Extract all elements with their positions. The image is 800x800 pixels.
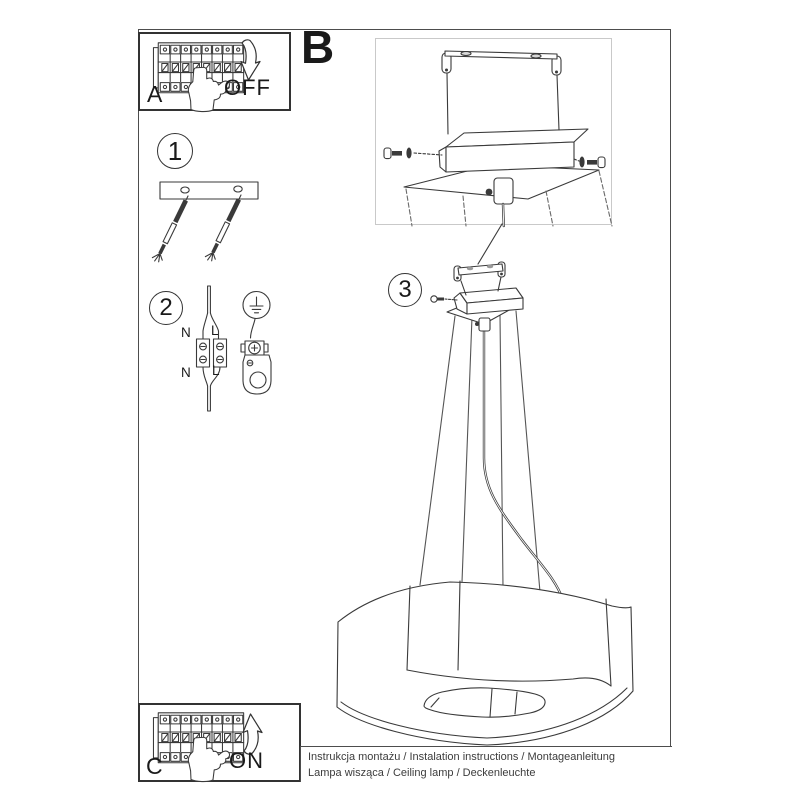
suspension-cables [420,311,540,592]
supply-wire [208,286,211,313]
wire-label-n-bottom: N [181,365,191,380]
hanger-wires [447,73,559,134]
section-b-label: B [301,21,335,73]
on-label: ON [229,748,264,773]
step-1-number: 1 [167,135,183,166]
ceiling-cord [478,224,502,264]
side-screw-right [574,157,605,168]
ceiling-mount-drawing [376,39,613,226]
footer-subtitle: Lampa wisząca / Ceiling lamp / Deckenleuchte [308,767,536,779]
bracket-and-screws-drawing [152,176,284,268]
screw-anchor-left [152,194,193,264]
wire-label-n-top: N [181,325,191,340]
lamp-shade [337,581,633,745]
ground-terminal-drawing [241,341,271,394]
mounting-bracket [160,182,258,199]
wire-label-l-bottom: L [212,363,220,378]
panel-a-label: A [147,81,163,107]
panel-c-label: C [146,753,163,779]
terminal-block-drawing [178,283,290,418]
step-2-number: 2 [159,294,173,321]
lamp-assembly-drawing [330,218,670,755]
screw-anchor-right [205,193,246,263]
step-3-number: 3 [398,276,412,303]
off-label: OFF [224,75,271,100]
wire-label-l-top: L [211,323,219,338]
panel-c-box [138,703,301,782]
earth-ground-icon [243,292,270,319]
canopy-screw [431,296,457,302]
hanger-bracket [442,51,561,75]
power-cord [484,330,563,600]
panel-a-box [138,32,291,111]
hanger-bracket [454,262,505,281]
footer-title: Instrukcja montażu / Instalation instructions / Montageanleitung [308,751,615,763]
footer-caption [300,746,672,782]
side-screw-left [384,148,442,159]
step-1-badge [157,133,193,169]
mounting-box [439,129,588,172]
section-b-figure [375,38,612,225]
